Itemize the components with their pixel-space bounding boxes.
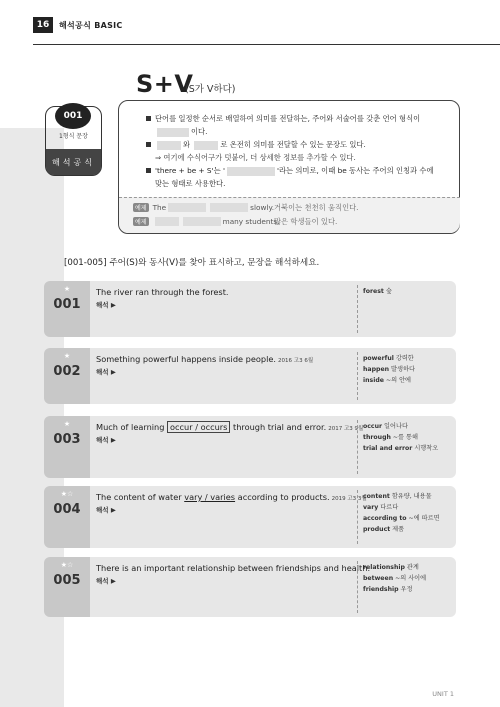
example-translation: 거북이는 천천히 움직인다. (274, 203, 359, 212)
fill-blank[interactable] (157, 141, 181, 150)
vocab-item: happen 발생하다 (363, 366, 415, 373)
example-tag: 예제 (135, 219, 147, 226)
vocab-item: friendship 우정 (363, 586, 413, 593)
question-card (90, 486, 456, 548)
fill-blank[interactable] (155, 217, 179, 226)
example-row (133, 217, 279, 226)
rule-text: 맞는 형태로 사용한다. (155, 179, 226, 188)
example-text: many students. (222, 217, 280, 226)
question-sentence: Something powerful happens inside people. 2016 고3 6월 (96, 354, 314, 364)
question-number-box (44, 486, 90, 548)
rule-item (146, 112, 446, 138)
vocab-list (363, 353, 415, 386)
vocab-item: forest 숲 (363, 288, 392, 295)
page-header (33, 17, 123, 33)
question-number: 003 (53, 432, 81, 447)
unit-subtitle: (S가 V하다) (185, 84, 236, 95)
vocab-list (363, 286, 392, 297)
vocab-item: through ~를 통해 (363, 434, 418, 441)
example-tag: 예제 (135, 205, 147, 212)
example-text: The (152, 203, 167, 212)
question-card (90, 281, 456, 337)
vocab-item: between ~의 사이에 (363, 575, 427, 582)
rule-list (146, 112, 446, 190)
rule-text: 이다. (191, 127, 208, 136)
example-text: slowly. (250, 203, 275, 212)
question-card (90, 348, 456, 404)
vocab-item: according to ~에 따르면 (363, 515, 440, 522)
page-number: 16 (33, 17, 53, 33)
question-number-box (44, 416, 90, 478)
fill-blank[interactable] (227, 167, 275, 176)
question-number: 005 (53, 573, 81, 588)
question-number: 002 (53, 364, 81, 379)
question-number: 004 (53, 502, 81, 517)
vocab-item: trial and error 시행착오 (363, 445, 439, 452)
difficulty-stars: ★ (63, 420, 71, 428)
rule-text: 'there + be + S'는 ' (155, 166, 225, 175)
question-source: 2017 고3 9월 (328, 426, 364, 432)
rule-text: 와 (183, 140, 191, 149)
vocab-item: vary 다르다 (363, 504, 399, 511)
rule-text: 로 온전히 의미를 전달할 수 있는 문장도 있다. (220, 140, 366, 149)
question-sentence: The river ran through the forest. (96, 287, 229, 297)
rule-note: ⇒ 여기에 수식어구가 덧붙어, 더 상세한 정보를 추가할 수 있다. (155, 153, 356, 162)
vocab-item: relationship 관계 (363, 564, 419, 571)
instruction: [001-005] 주어(S)와 동사(V)를 찾아 표시하고, 문장을 해석하세요. (64, 258, 320, 268)
vocab-item: content 함유량, 내용물 (363, 493, 432, 500)
vocab-item: powerful 강력한 (363, 355, 414, 362)
question-sentence: There is an important relationship between friendships and health. (96, 563, 371, 573)
answer-label[interactable]: 해석 ▶ (96, 301, 116, 309)
card-divider (357, 420, 358, 474)
card-divider (357, 490, 358, 544)
question-number-box (44, 557, 90, 617)
fill-blank[interactable] (183, 217, 221, 226)
choice-box[interactable]: occur / occurs (167, 421, 230, 433)
vocab-item: inside ~의 안에 (363, 377, 412, 384)
vocab-list (363, 421, 438, 454)
question-number-box (44, 281, 90, 337)
question-source: 2019 고3 3월 (331, 496, 367, 502)
question-number-box (44, 348, 90, 404)
card-divider (357, 352, 358, 400)
card-divider (357, 561, 358, 613)
answer-label[interactable]: 해석 ▶ (96, 506, 116, 514)
vocab-list (363, 491, 440, 535)
answer-label[interactable]: 해석 ▶ (96, 436, 116, 444)
answer-label[interactable]: 해석 ▶ (96, 368, 116, 376)
answer-label[interactable]: 해석 ▶ (96, 577, 116, 585)
badge-code: 001 (55, 103, 91, 129)
question-sentence: Much of learning occur / occurs through trial and error. 2017 고3 9월 (96, 422, 364, 432)
unit-title: S+V (136, 70, 194, 98)
difficulty-stars: ★☆ (60, 561, 74, 569)
vocab-item: product 제품 (363, 526, 405, 533)
page-footer: UNIT 1 (432, 690, 454, 698)
fill-blank[interactable] (210, 203, 248, 212)
badge-label: 1형식 문장 (59, 133, 88, 140)
question-card (90, 557, 456, 617)
badge-bar: 해석공식 (46, 149, 101, 175)
choice-underline[interactable]: vary / varies (184, 492, 236, 502)
example-translation: 많은 학생들이 있다. (274, 217, 338, 226)
header-divider (33, 44, 500, 45)
fill-blank[interactable] (168, 203, 206, 212)
card-divider (357, 285, 358, 333)
difficulty-stars: ★ (63, 285, 71, 293)
question-sentence: The content of water vary / varies according to products. 2019 고3 3월 (96, 492, 367, 502)
example-row (133, 203, 274, 212)
vocab-list (363, 562, 426, 595)
question-number: 001 (53, 297, 81, 312)
question-card (90, 416, 456, 478)
book-brand: 해석공식 BASIC (59, 20, 123, 30)
difficulty-stars: ★☆ (60, 490, 74, 498)
fill-blank[interactable] (157, 128, 189, 137)
fill-blank[interactable] (194, 141, 218, 150)
rule-text: 단어를 일정한 순서로 배열하여 의미를 전달하는, 주어와 서술어를 갖춘 언어 형식이 (155, 114, 421, 123)
rule-item (146, 164, 446, 190)
question-source: 2016 고3 6월 (278, 358, 314, 364)
vocab-item: occur 일어나다 (363, 423, 408, 430)
rule-text: '라는 의미로, 이때 be 동사는 주어의 인칭과 수에 (276, 166, 434, 175)
difficulty-stars: ★ (63, 352, 71, 360)
formula-badge (45, 106, 102, 176)
rule-item (146, 138, 446, 151)
